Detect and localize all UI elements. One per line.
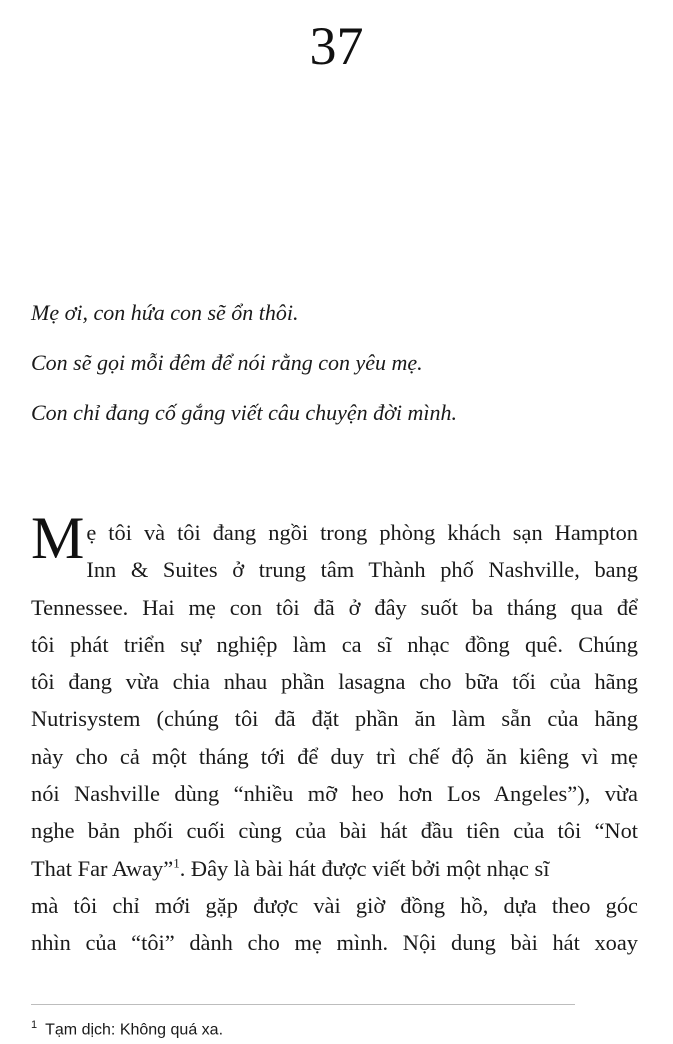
drop-cap: M — [31, 505, 85, 571]
epigraph — [31, 296, 651, 446]
body-line-with-footnote — [31, 850, 638, 887]
footnote — [31, 1014, 631, 1041]
footnote-text: Tạm dịch: Không quá xa. — [45, 1021, 224, 1039]
footnote-mark: 1 — [31, 1019, 38, 1031]
epigraph-line: Mẹ ơi, con hứa con sẽ ổn thôi. — [31, 300, 299, 325]
body-line: nghe bản phối cuối cùng của bài hát đầu tiên của tôi “Not — [31, 818, 638, 844]
epigraph-line: Con chỉ đang cố gắng viết câu chuyện đời mình. — [31, 400, 457, 425]
body-line: ẹ tôi và tôi đang ngồi trong phòng khách sạn Hampton — [86, 520, 638, 545]
body-line: Inn & Suites ở trung tâm Thành phố Nashville, bang — [86, 557, 638, 583]
body-line: tôi phát triển sự nghiệp làm ca sĩ nhạc đồng quê. Chúng — [31, 631, 638, 657]
footnote-reference[interactable]: 1 — [173, 855, 180, 871]
page-number: 37 — [309, 16, 364, 76]
epigraph-line: Con sẽ gọi mỗi đêm để nói rằng con yêu mẹ. — [31, 350, 423, 375]
body-line: này cho cả một tháng tới để duy trì chế độ ăn kiêng vì mẹ — [31, 743, 638, 769]
body-line-rest: . Đây là bài hát được viết bởi một nhạc sĩ — [179, 855, 550, 881]
song-title-text: That Far Away” — [31, 855, 174, 881]
body-line: tôi đang vừa chia nhau phần lasagna cho bữa tối của hãng — [31, 669, 638, 695]
body-line: mà tôi chỉ mới gặp được vài giờ đồng hồ, dựa theo góc — [31, 892, 638, 918]
body-line: Tennessee. Hai mẹ con tôi đã ở đây suốt ba tháng qua để — [31, 594, 638, 620]
body-line: Nutrisystem (chúng tôi đã đặt phần ăn làm sẵn của hãng — [31, 706, 638, 732]
body-paragraph — [31, 505, 638, 962]
body-line: nhìn của “tôi” dành cho mẹ mình. Nội dung bài hát xoay — [31, 930, 638, 956]
footnote-divider — [31, 1004, 575, 1005]
body-line: nói Nashville dùng “nhiều mỡ heo hơn Los Angeles”), vừa — [31, 781, 638, 807]
